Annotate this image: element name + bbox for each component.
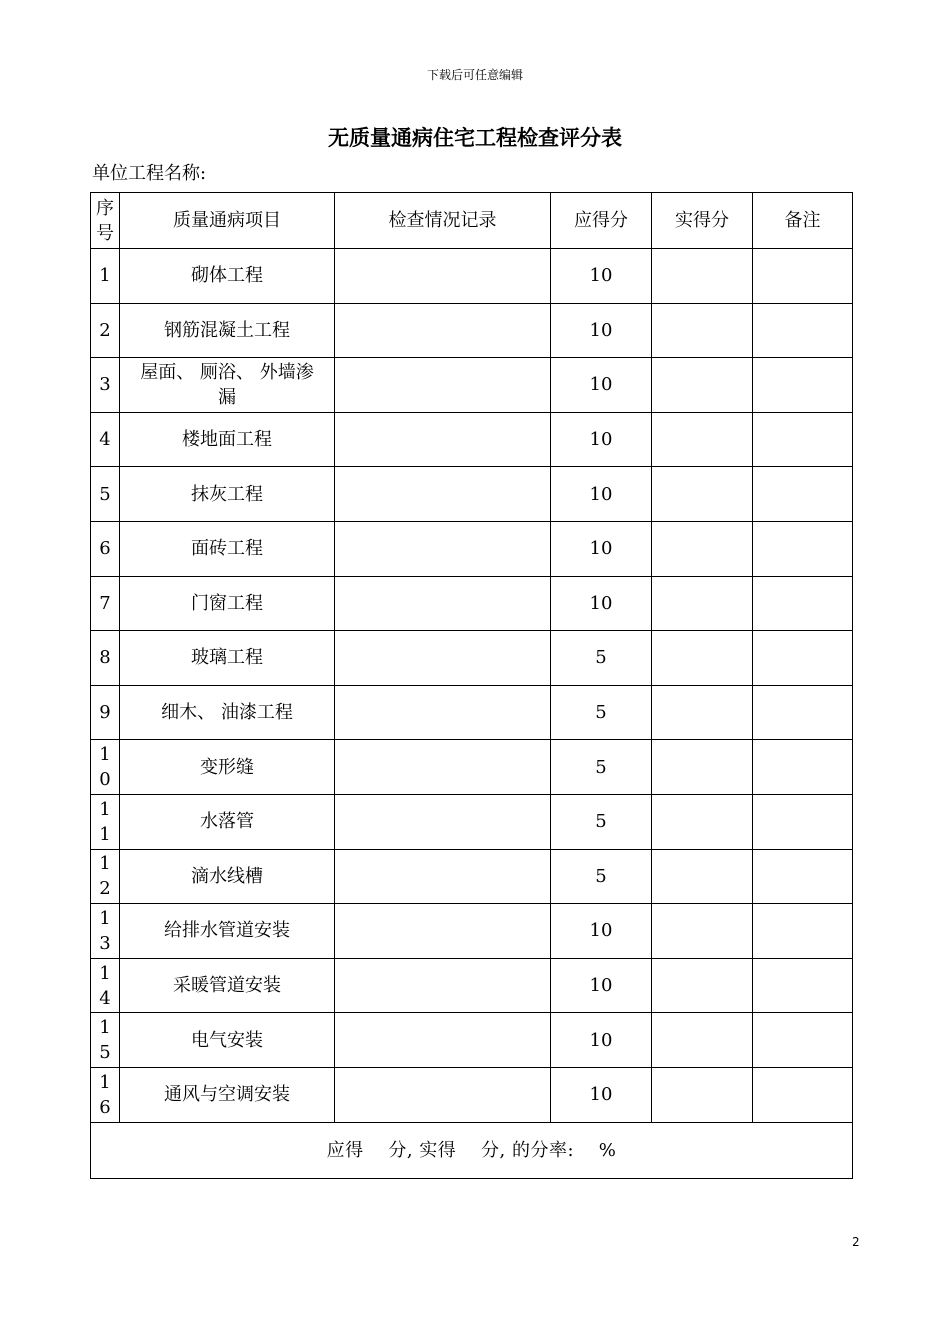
header-expected: 应得分 (551, 193, 652, 249)
table-row (91, 794, 853, 849)
row-seq: 10 (91, 740, 120, 795)
table-row (91, 849, 853, 904)
row-remark[interactable] (753, 521, 853, 576)
row-seq: 15 (91, 1013, 120, 1068)
row-item: 屋面、 厕浴、 外墙渗漏 (120, 358, 335, 413)
row-item: 细木、 油漆工程 (120, 685, 335, 740)
row-remark[interactable] (753, 849, 853, 904)
row-record[interactable] (335, 467, 551, 522)
row-expected: 5 (551, 849, 652, 904)
row-remark[interactable] (753, 958, 853, 1013)
row-expected: 10 (551, 303, 652, 358)
score-table (90, 192, 853, 1179)
table-row (91, 521, 853, 576)
table-row (91, 576, 853, 631)
row-item: 变形缝 (120, 740, 335, 795)
page-title: 无质量通病住宅工程检查评分表 (328, 126, 622, 150)
table-header-row (91, 193, 853, 249)
row-record[interactable] (335, 412, 551, 467)
row-seq: 5 (91, 467, 120, 522)
row-remark[interactable] (753, 303, 853, 358)
row-expected: 10 (551, 358, 652, 413)
row-seq: 4 (91, 412, 120, 467)
row-seq: 3 (91, 358, 120, 413)
row-actual[interactable] (652, 467, 753, 522)
table-row (91, 249, 853, 304)
row-expected: 10 (551, 412, 652, 467)
unit-name-label: 单位工程名称: (92, 163, 207, 184)
row-actual[interactable] (652, 631, 753, 686)
total-summary[interactable]: 应得 分, 实得 分, 的分率: % (91, 1122, 853, 1178)
row-seq: 11 (91, 794, 120, 849)
row-record[interactable] (335, 631, 551, 686)
row-expected: 10 (551, 1013, 652, 1068)
row-remark[interactable] (753, 576, 853, 631)
row-remark[interactable] (753, 740, 853, 795)
row-expected: 5 (551, 794, 652, 849)
row-item: 玻璃工程 (120, 631, 335, 686)
row-expected: 10 (551, 904, 652, 959)
table-row (91, 1067, 853, 1122)
row-item: 门窗工程 (120, 576, 335, 631)
row-seq: 2 (91, 303, 120, 358)
row-actual[interactable] (652, 685, 753, 740)
header-record: 检查情况记录 (335, 193, 551, 249)
table-row (91, 958, 853, 1013)
row-remark[interactable] (753, 794, 853, 849)
row-remark[interactable] (753, 358, 853, 413)
row-item: 面砖工程 (120, 521, 335, 576)
row-expected: 10 (551, 958, 652, 1013)
row-record[interactable] (335, 1013, 551, 1068)
table-row (91, 631, 853, 686)
row-item: 给排水管道安装 (120, 904, 335, 959)
row-record[interactable] (335, 521, 551, 576)
row-record[interactable] (335, 303, 551, 358)
row-actual[interactable] (652, 303, 753, 358)
table-row (91, 358, 853, 413)
row-expected: 10 (551, 1067, 652, 1122)
row-remark[interactable] (753, 412, 853, 467)
row-item: 抹灰工程 (120, 467, 335, 522)
row-actual[interactable] (652, 521, 753, 576)
row-expected: 10 (551, 249, 652, 304)
row-record[interactable] (335, 358, 551, 413)
table-row (91, 904, 853, 959)
header-item: 质量通病项目 (120, 193, 335, 249)
row-remark[interactable] (753, 249, 853, 304)
header-actual: 实得分 (652, 193, 753, 249)
header-remark: 备注 (753, 193, 853, 249)
table-row (91, 740, 853, 795)
row-record[interactable] (335, 794, 551, 849)
row-actual[interactable] (652, 1067, 753, 1122)
row-record[interactable] (335, 1067, 551, 1122)
row-actual[interactable] (652, 412, 753, 467)
row-seq: 8 (91, 631, 120, 686)
row-seq: 6 (91, 521, 120, 576)
row-record[interactable] (335, 904, 551, 959)
row-remark[interactable] (753, 685, 853, 740)
row-seq: 1 (91, 249, 120, 304)
row-seq: 14 (91, 958, 120, 1013)
row-expected: 5 (551, 631, 652, 686)
header-note: 下载后可任意编辑 (426, 68, 523, 82)
row-item: 滴水线槽 (120, 849, 335, 904)
table-row (91, 412, 853, 467)
row-actual[interactable] (652, 576, 753, 631)
row-item: 电气安装 (120, 1013, 335, 1068)
row-expected: 10 (551, 576, 652, 631)
row-item: 采暖管道安装 (120, 958, 335, 1013)
row-record[interactable] (335, 576, 551, 631)
row-item: 通风与空调安装 (120, 1067, 335, 1122)
row-record[interactable] (335, 740, 551, 795)
row-record[interactable] (335, 958, 551, 1013)
row-remark[interactable] (753, 904, 853, 959)
row-expected: 5 (551, 740, 652, 795)
table-row (91, 685, 853, 740)
row-item: 楼地面工程 (120, 412, 335, 467)
row-remark[interactable] (753, 1067, 853, 1122)
row-seq: 7 (91, 576, 120, 631)
table-row (91, 303, 853, 358)
header-seq: 序号 (91, 193, 120, 249)
row-item: 钢筋混凝土工程 (120, 303, 335, 358)
row-actual[interactable] (652, 904, 753, 959)
row-actual[interactable] (652, 958, 753, 1013)
row-actual[interactable] (652, 358, 753, 413)
row-actual[interactable] (652, 1013, 753, 1068)
row-actual[interactable] (652, 794, 753, 849)
row-remark[interactable] (753, 467, 853, 522)
row-record[interactable] (335, 849, 551, 904)
row-item: 水落管 (120, 794, 335, 849)
row-record[interactable] (335, 685, 551, 740)
page-number: 2 (852, 1235, 860, 1249)
table-row (91, 467, 853, 522)
row-seq: 9 (91, 685, 120, 740)
row-actual[interactable] (652, 849, 753, 904)
row-actual[interactable] (652, 740, 753, 795)
row-item: 砌体工程 (120, 249, 335, 304)
row-expected: 5 (551, 685, 652, 740)
total-row (91, 1122, 853, 1178)
row-seq: 12 (91, 849, 120, 904)
row-expected: 10 (551, 521, 652, 576)
table-row (91, 1013, 853, 1068)
row-remark[interactable] (753, 1013, 853, 1068)
row-expected: 10 (551, 467, 652, 522)
row-seq: 16 (91, 1067, 120, 1122)
row-remark[interactable] (753, 631, 853, 686)
row-record[interactable] (335, 249, 551, 304)
row-actual[interactable] (652, 249, 753, 304)
row-seq: 13 (91, 904, 120, 959)
